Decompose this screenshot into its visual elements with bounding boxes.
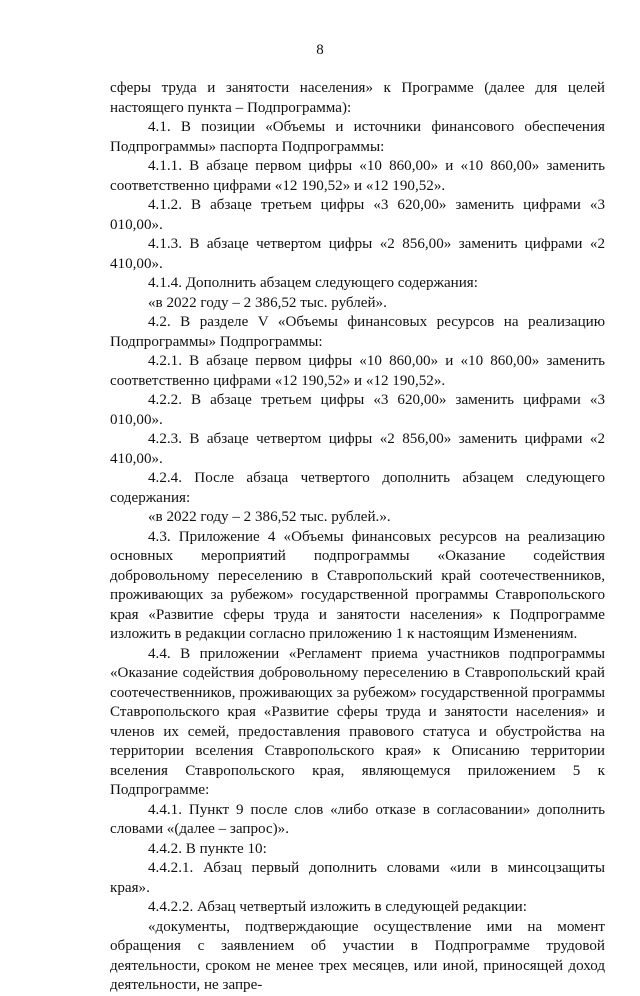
- paragraph: 4.2.2. В абзаце третьем цифры «3 620,00» заменить цифрами «3 010,00».: [110, 392, 605, 428]
- paragraph: 4.4.2. В пункте 10:: [148, 840, 267, 857]
- paragraph: 4.1.2. В абзаце третьем цифры «3 620,00» заменить цифрами «3 010,00».: [110, 197, 605, 233]
- paragraph: 4.2. В разделе V «Объемы финансовых ресурсов на реализацию Подпрограммы» Подпрограммы:: [110, 314, 605, 350]
- paragraph: 4.1.3. В абзаце четвертом цифры «2 856,00» заменить цифрами «2 410,00».: [110, 236, 605, 272]
- paragraph: «в 2022 году – 2 386,52 тыс. рублей».: [148, 294, 387, 311]
- paragraph: 4.1. В позиции «Объемы и источники финансового обеспечения Подпрограммы» паспорта Подпрограммы:: [110, 119, 605, 155]
- paragraph: 4.4. В приложении «Регламент приема участников подпрограммы «Оказание содействия добровольному переселению в Ставропольский край соотечественников, проживающих за рубежом» государственной программы Ставропольского края «Развитие сферы труда и занятости населения» и членов их семей, предоставления правового статуса и обустройства на территории вселения Ставропольского края» к Описанию территории вселения Ставропольского края, являющемуся приложением 5 к Подпрограмме:: [110, 645, 605, 798]
- paragraph: сферы труда и занятости населения» к Программе (далее для целей настоящего пункта – Подпрограмма):: [110, 80, 605, 116]
- paragraph: 4.4.2.1. Абзац первый дополнить словами «или в минсоцзащиты края».: [110, 860, 605, 896]
- paragraph: 4.1.1. В абзаце первом цифры «10 860,00» и «10 860,00» заменить соответственно цифрами «12 190,52» и «12 190,52».: [110, 158, 605, 194]
- paragraph: 4.2.3. В абзаце четвертом цифры «2 856,00» заменить цифрами «2 410,00».: [110, 431, 605, 467]
- paragraph: 4.2.4. После абзаца четвертого дополнить абзацем следующего содержания:: [110, 470, 605, 506]
- document-body: [110, 79, 605, 996]
- paragraph: 4.3. Приложение 4 «Объемы финансовых ресурсов на реализацию основных мероприятий подпрограммы «Оказание содействия добровольному переселению в Ставропольский край соотечественников, проживающих за рубежом» государственной программы Ставропольского края «Развитие сферы труда и занятости населения» к Подпрограмме изложить в редакции согласно приложению 1 к настоящим Изменениям.: [110, 528, 605, 642]
- paragraph: 4.1.4. Дополнить абзацем следующего содержания:: [148, 275, 478, 291]
- paragraph: 4.2.1. В абзаце первом цифры «10 860,00» и «10 860,00» заменить соответственно цифрами «12 190,52» и «12 190,52».: [110, 353, 605, 389]
- paragraph: 4.4.2.2. Абзац четвертый изложить в следующей редакции:: [148, 899, 527, 915]
- paragraph: «в 2022 году – 2 386,52 тыс. рублей.».: [148, 509, 391, 525]
- paragraph: 4.4.1. Пункт 9 после слов «либо отказе в согласовании» дополнить словами «(далее – запрос)».: [110, 801, 605, 837]
- paragraph: «документы, подтверждающие осуществление ими на момент обращения с заявлением об участии в Подпрограмме трудовой деятельности, сроком не менее трех месяцев, или иной, приносящей доход деятельности, не запре-: [110, 918, 605, 993]
- page-number: 8: [316, 42, 324, 58]
